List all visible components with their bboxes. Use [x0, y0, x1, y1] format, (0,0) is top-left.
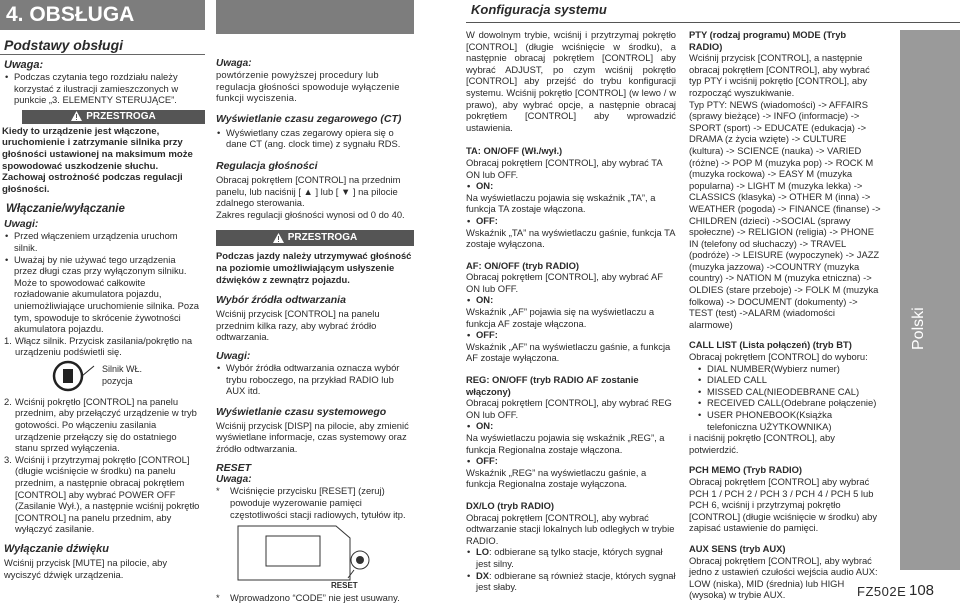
pty-heading: PTY (rodzaj programu) MODE (Tryb RADIO) — [689, 29, 847, 52]
dx-item: • DX: odbierane są również stacje, których sygnał jest słaby. — [466, 570, 676, 593]
warning-bar — [216, 230, 414, 246]
call-list-item: • DIALED CALL — [697, 374, 881, 386]
pty-list: Typ PTY: NEWS (wiadomości) -> AFFAIRS (sprawy bieżące) -> INFO (informacje) -> SPORT (sport) -> EDUCATE (edukacja) -> DRAMA (z życia wzięte) -> CULTURE (kultura) -> SCIENCE (nauka) -> VARIED (różne) -> POP M (muzyka pop) -> ROCK M (muzyka rockowa) -> EASY M (muzyka popularna) -> LIGHT M (muzyka lekka) -> CLASSICS (klasyka) -> OTHER M (inna) -> WEATHER (pogoda) -> FINANCE (finanse) -> CHILDREN (dzieci) ->SOCIAL (sprawy społeczne) -> RELIGION (religia) -> PHONE IN (telefony od słuchaczy) -> TRAVEL (podróże) -> LEISURE (wypoczynek) -> JAZZ (muzyka jazzowa) ->COUNTRY (muzyka country) -> NATION M (muzyka etniczna) -> OLDIES (stare przeboje) -> FOLK M (muzyka folkowa) -> DOCUMENT (dokumenty) -> TEST (test) ->ALARM (wiadomości alarmowe) — [689, 98, 881, 330]
call-list-text: Obracaj pokrętłem [CONTROL] do wyboru: — [689, 351, 868, 363]
note-item: • Podczas czytania tego rozdziału należy korzystać z ilustracji zamieszczonych w punkcie „3. ELEMENTY STERUJĄCE”. — [4, 71, 201, 106]
dx-heading: DX/LO (tryb RADIO) — [466, 499, 555, 511]
dx-lo-list — [466, 546, 676, 592]
af-off-text: Wskaźnik „AF” na wyświetlaczu gaśnie, a funkcja AF zostaje wyłączona. — [466, 340, 671, 364]
pch-memo-heading: PCH MEMO (Tryb RADIO) — [689, 464, 803, 476]
reg-heading: REG: ON/OFF (tryb RADIO AF zostanie włączony) — [466, 374, 639, 397]
reset-figure — [216, 522, 414, 591]
ta-off-label: • OFF: — [466, 215, 676, 227]
notes-title: Uwagi: — [216, 349, 251, 362]
chapter-title: 4. OBSŁUGA — [0, 0, 205, 30]
af-off-list — [466, 329, 676, 341]
reset-label: RESET — [331, 581, 358, 591]
column-2 — [216, 58, 414, 604]
step-3: 3. Wciśnij i przytrzymaj pokrętło [CONTROL] (długie wciśnięcie w środku) na panelu przednim, a następnie obracaj pokrętłem [CONTROL] aby wybrać POWER OFF (Zasilanie Wył.), a następnie wciśnij pokrętło [CONTROL] na panelu przednim, aby wyłączyć zasilanie. — [4, 453, 200, 535]
reg-off-text: Wskaźnik „REG” na wyświetlaczu gaśnie, a funkcja Regionalna zostaje wyłączona. — [466, 466, 647, 490]
column-3 — [466, 29, 676, 593]
volume-range: Zakres regulacji głośności wynosi od 0 do 40. — [216, 208, 405, 220]
system-time-title: Wyświetlanie czasu systemowego — [216, 405, 387, 418]
note-title: Uwaga: — [216, 58, 252, 69]
af-on-text: Wskaźnik „AF” pojawia się na wyświetlaczu a funkcja AF zostaje włączona. — [466, 306, 655, 329]
af-text: Obracaj pokrętłem [CONTROL], aby wybrać AF ON lub OFF. — [466, 271, 663, 294]
warning-label: PRZESTROGA — [86, 110, 156, 122]
config-intro: W dowolnym trybie, wciśnij i przytrzymaj pokrętło [CONTROL] (długie wciśnięcie w środku), a następnie obracaj pokrętłem [CONTROL] aby wybrać ADJUST, po czym wciśnij pokrętło [CONTROL] aby przejść do trybu konfiguracji systemu. Wciśnij pokrętło [CONTROL] (w lewo / w prawo), aby wybrać opcje, a następnie obracaj pokrętłem [CONTROL] aby wprowadzić ustawienia. — [466, 29, 676, 133]
notes-item: • Przed włączeniem urządzenia uruchom silnik. — [4, 230, 201, 253]
reg-off-list — [466, 455, 676, 467]
ignition-key-icon — [50, 360, 98, 392]
dx-text: Obracaj pokrętłem [CONTROL], aby wybrać odtwarzanie stacji lokalnych lub odległych w trybie RADIO. — [466, 511, 675, 546]
ignition-label-2: pozycja — [102, 375, 133, 386]
volume-text: Obracaj pokrętłem [CONTROL] na przednim panelu, lub naciśnij [ ▲ ] lub [ ▼ ] na pilocie zdalnego sterowania. — [216, 173, 401, 209]
volume-title: Regulacja głośności — [216, 159, 318, 172]
section-title: Podstawy obsługi — [0, 37, 205, 55]
notes-list — [216, 362, 414, 397]
af-on-label: • ON: — [466, 294, 676, 306]
head-unit-illustration — [236, 522, 386, 582]
reg-on-list — [466, 420, 676, 432]
ta-on-label: • ON: — [466, 180, 676, 192]
onoff-title: Włączanie/wyłączanie — [6, 203, 125, 216]
call-list-item: • RECEIVED CALL(Odebrane połączenie) — [697, 397, 881, 409]
reg-on-label: • ON: — [466, 420, 676, 432]
call-list-heading: CALL LIST (Lista połączeń) (tryb BT) — [689, 339, 852, 351]
system-time-text: Wciśnij przycisk [DISP] na pilocie, aby zmienić wyświetlane informacje, czas systemowy oraz źródło odtwarzania. — [216, 419, 409, 454]
af-on-list — [466, 294, 676, 306]
warning-text: Kiedy to urządzenie jest włączone, uruchomienie i zatrzymanie silnika przy głośności ustawionej na maksimum może spowodować uszkodzenie słuchu. Zachowaj ostrożność podczas regulacji głośności. — [2, 125, 193, 195]
call-list-item: • MISSED CAL(NIEODEBRANE CAL) — [697, 386, 881, 398]
pch-memo-text: Obracaj pokrętłem [CONTROL] aby wybrać PCH 1 / PCH 2 / PCH 3 / PCH 4 / PCH 5 lub PCH 6, wciśnij i przytrzymaj pokrętło [CONTROL] (długie wciśnięcie w środku) aby zapisać ustawienie do pamięci. — [689, 475, 878, 534]
call-list-after: i naciśnij pokrętło [CONTROL], aby potwierdzić. — [689, 432, 835, 455]
ta-on-list — [466, 180, 676, 192]
source-text: Wciśnij przycisk [CONTROL] na panelu przednim kilka razy, aby wybrać źródło odtwarzania. — [216, 308, 380, 343]
warning-icon — [71, 111, 82, 121]
notes-title: Uwagi: — [4, 218, 39, 231]
reset-title: RESET — [216, 462, 252, 475]
ct-title: Wyświetlanie czasu zegarowego (CT) — [216, 112, 402, 125]
af-off-label: • OFF: — [466, 329, 676, 341]
notes-item: • Wybór źródła odtwarzania oznacza wybór trybu roboczego, na przykład RADIO lub AUX itd. — [216, 362, 414, 397]
step-2: 2. Wciśnij pokrętło [CONTROL] na panelu przednim, aby przełączyć urządzenie w tryb gotowości. Po włączeniu zasilania urządzenie przełączy się do ostatniego stanu sprzed wyłączenia. — [4, 395, 197, 454]
call-list-items — [689, 363, 881, 433]
config-header-title: Konfiguracja systemu — [471, 2, 607, 17]
note-list — [4, 71, 201, 106]
aux-sens-text: Obracaj pokrętłem [CONTROL], aby wybrać jedno z ustawień czułości wejścia audio AUX: LOW (niska), MID (średnia) lub HIGH (wysoka) w trybie AUX. — [689, 554, 878, 601]
column-1 — [0, 0, 205, 580]
mute-title: Wyłączanie dźwięku — [4, 543, 109, 555]
note-text: powtórzenie powyższej procedury lub regulacja głośności spowoduje wyłączenie funkcji wyciszenia. — [216, 69, 400, 104]
ta-on-text: Na wyświetlaczu pojawia się wskaźnik „TA”, a funkcja TA zostaje włączona. — [466, 191, 656, 215]
step-1: 1. Włącz silnik. Przycisk zasilania/pokrętło na urządzeniu podświetli się. — [4, 334, 193, 358]
ignition-figure — [4, 360, 201, 394]
ct-list — [216, 127, 414, 150]
column-4 — [689, 29, 881, 601]
reset-note: * Wciśnięcie przycisku [RESET] (zeruj) powoduje wyzerowanie pamięci częstotliwości stacji radiowych, tytułów itp. — [216, 485, 406, 520]
model-name: FZ502E — [857, 584, 907, 599]
reg-text: Obracaj pokrętłem [CONTROL], aby wybrać REG ON lub OFF. — [466, 397, 672, 420]
warning-label: PRZESTROGA — [287, 232, 358, 244]
af-heading: AF: ON/OFF (tryb RADIO) — [466, 259, 580, 271]
aux-sens-heading: AUX SENS (tryb AUX) — [689, 542, 786, 554]
warning-icon — [273, 233, 284, 243]
note-title: Uwaga: — [216, 474, 252, 486]
note-title: Uwaga: — [4, 59, 44, 71]
language-tab — [900, 30, 960, 570]
notes-item: • Uważaj by nie używać tego urządzenia przez długi czas przy wyłączonym silniku. Może to spowodować całkowite rozładowanie akumulatora pojazdu, uniemożliwiające uruchomienie silnika. Poza tym, spowoduje to skrócenie żywotności akumulatora pojazdu. — [4, 254, 201, 335]
pty-text: Wciśnij przycisk [CONTROL], a następnie obracaj pokrętłem [CONTROL], aby wybrać typ PTY i wciśnij pokrętło [CONTROL], aby rozpocząć wyszukiwanie. — [689, 52, 870, 98]
source-title: Wybór źródła odtwarzania — [216, 294, 346, 307]
ignition-label-1: Silnik WŁ. — [102, 363, 143, 374]
call-list-item: • USER PHONEBOOK(Książka telefoniczna UŻYTKOWNIKA) — [697, 409, 881, 432]
ta-off-list — [466, 215, 676, 227]
ta-off-text: Wskaźnik „TA” na wyświetlaczu gaśnie, funkcja TA zostaje wyłączona. — [466, 226, 675, 250]
language-label: Polski — [910, 307, 927, 350]
reg-on-text: Na wyświetlaczu pojawia się wskaźnik „REG”, a funkcja Regionalna zostaje włączona. — [466, 432, 665, 455]
reset-code-note: * Wprowadzono “CODE” nie jest usuwany. — [216, 592, 400, 604]
call-list-item: • DIAL NUMBER(Wybierz numer) — [697, 363, 881, 375]
warning-text: Podczas jazdy należy utrzymywać głośność na poziomie umożliwiającym usłyszenie dźwięków z zewnątrz pojazdu. — [216, 250, 412, 285]
ct-item: • Wyświetlany czas zegarowy opiera się o dane CT (ang. clock time) z sygnału RDS. — [216, 127, 414, 150]
lo-item: • LO: odbierane są tylko stacje, których sygnał jest silny. — [466, 546, 676, 569]
notes-list — [4, 230, 201, 334]
column-2-top-bar — [216, 0, 414, 34]
page-number: 108 — [909, 582, 935, 599]
warning-bar — [22, 110, 205, 124]
mute-text: Wciśnij przycisk [MUTE] na pilocie, aby wyciszyć dźwięk urządzenia. — [4, 557, 168, 580]
reg-off-label: • OFF: — [466, 455, 676, 467]
ta-text: Obracaj pokrętłem [CONTROL], aby wybrać TA ON lub OFF. — [466, 156, 663, 180]
ta-heading: TA: ON/OFF (Wł./wył.) — [466, 145, 563, 157]
